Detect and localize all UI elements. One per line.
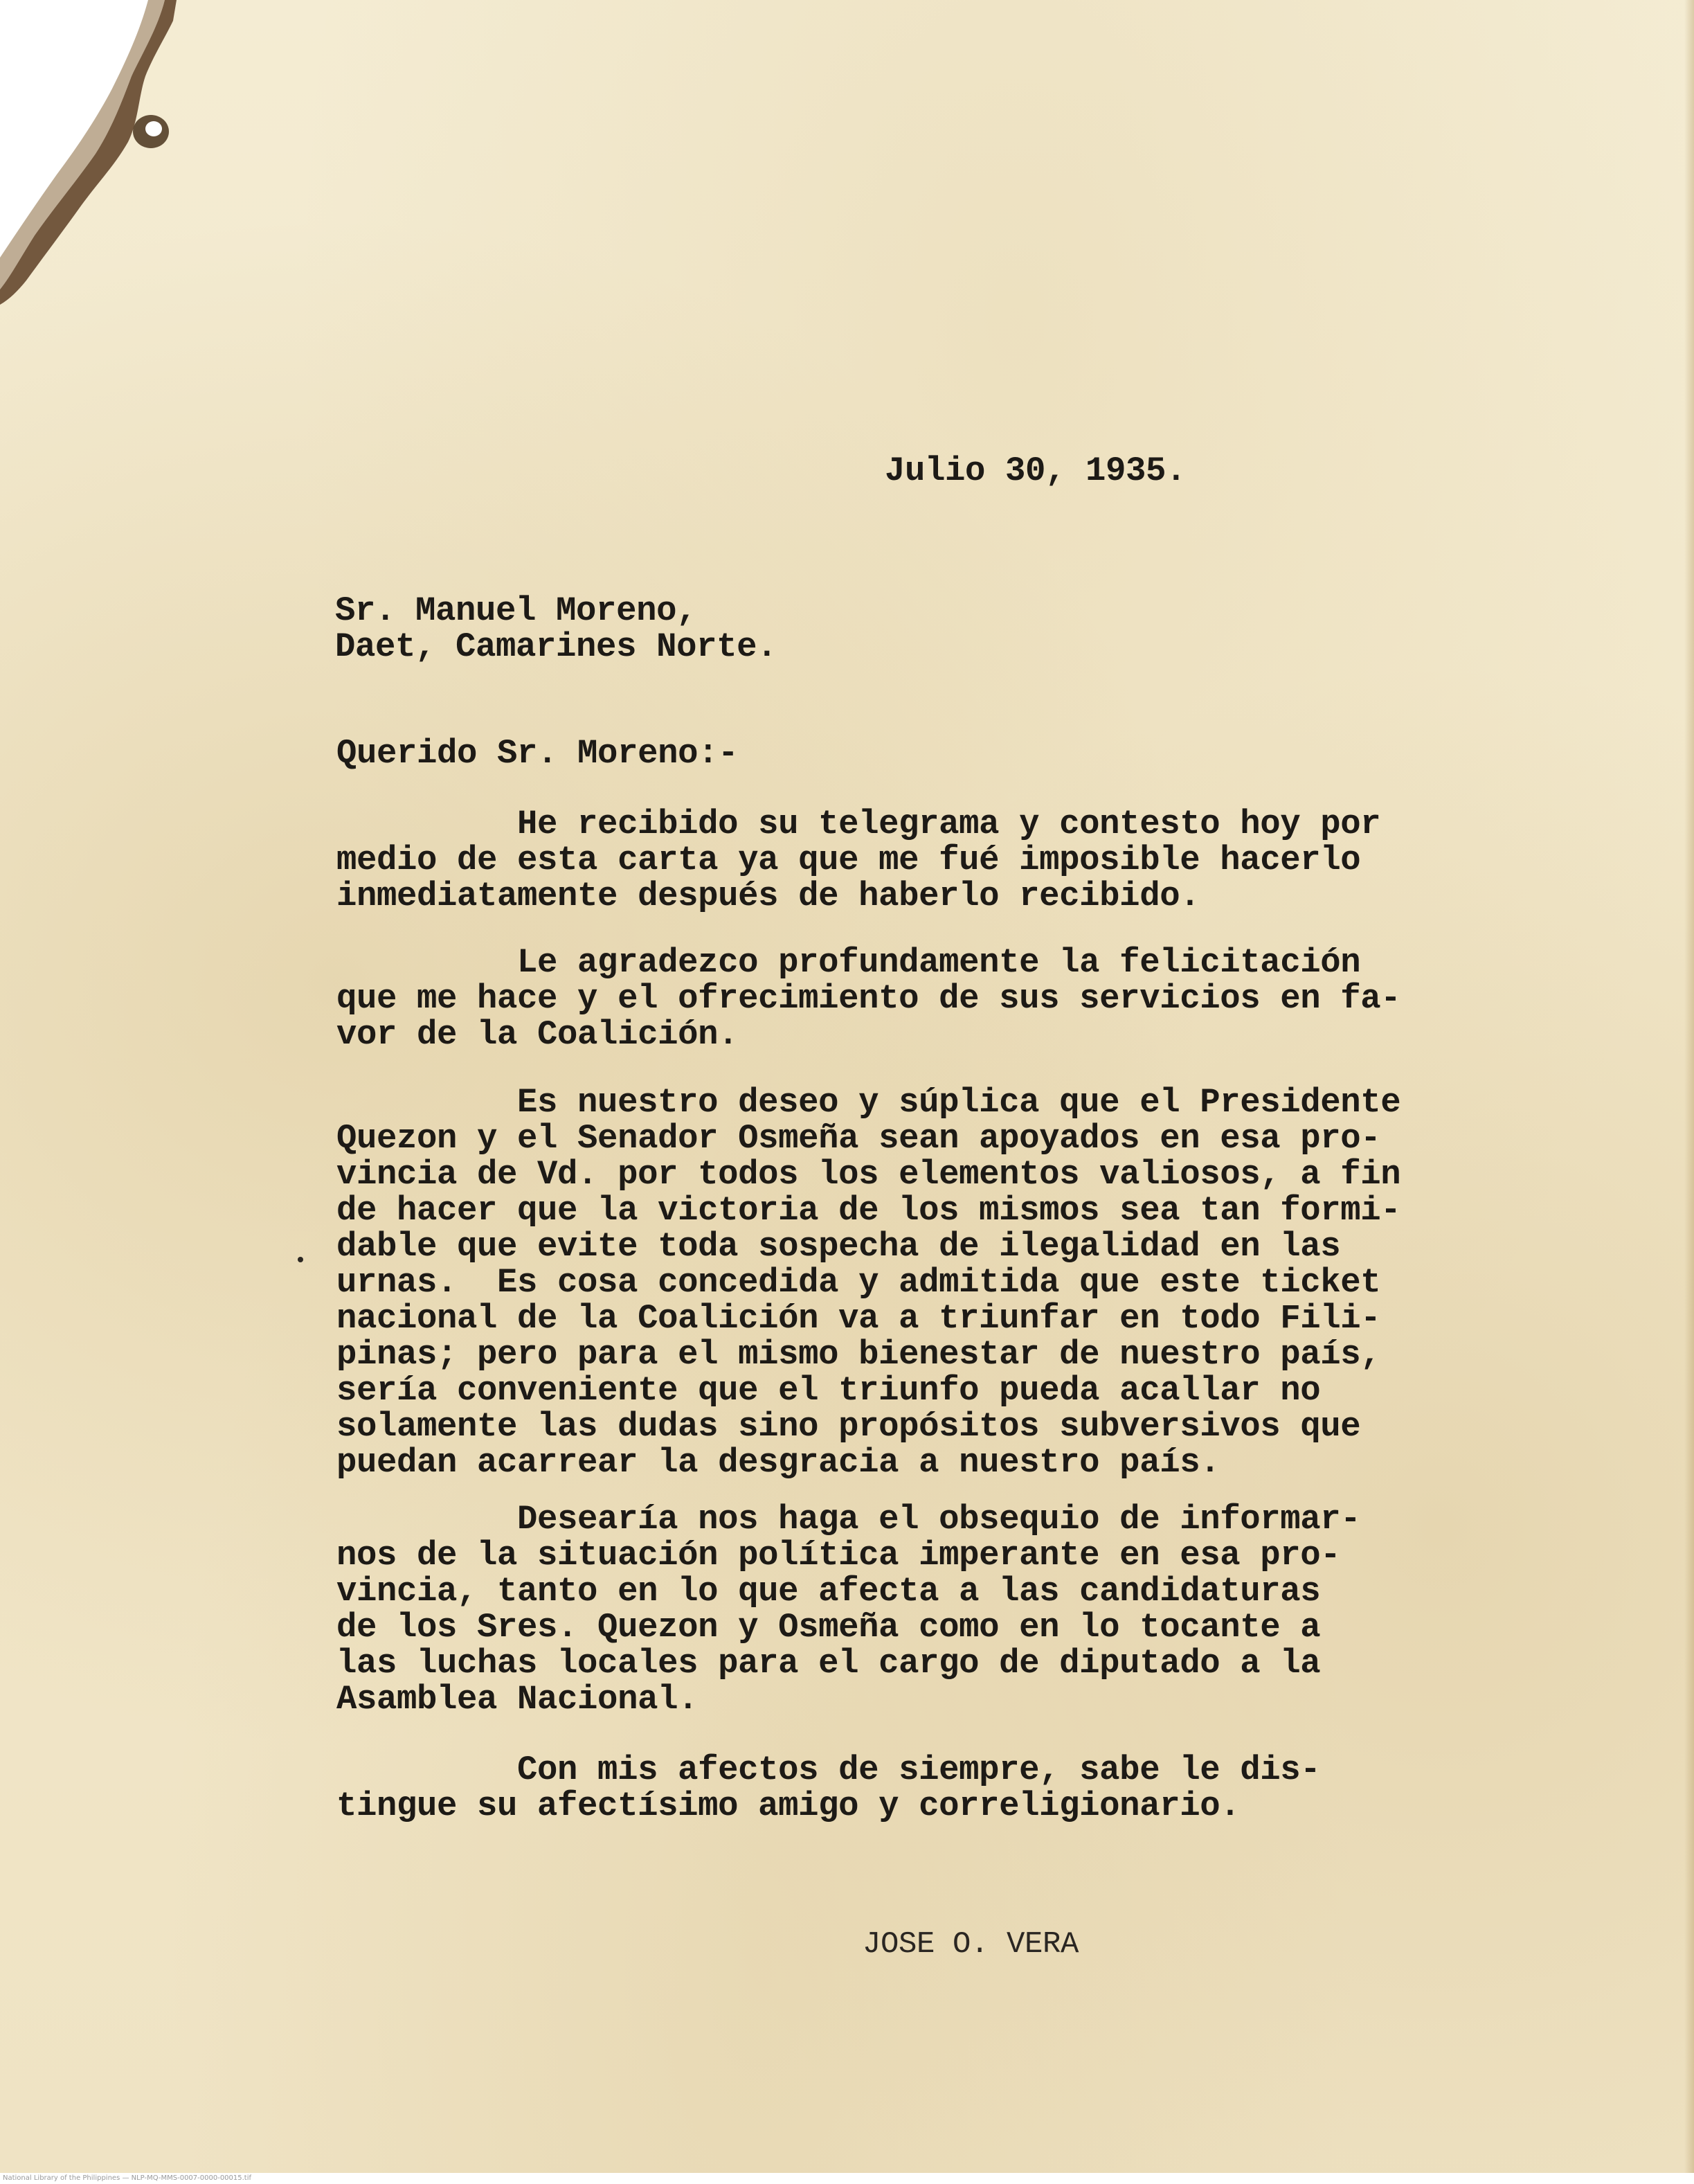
- paragraph-coalition-support: Es nuestro deseo y súplica que el Presidente Quezon y el Senador Osmeña sean apoyados en esa pro- vincia de Vd. por todos los elementos valiosos, a fin de hacer que la victoria de los mismos sea tan formi- dable que evite toda sospecha de ilegalidad en las urnas. Es cosa concedida y admitida que este ticket nacional de la Coalición va a triunfar en todo Fili- pinas; pero para el mismo bienestar de nuestro país, sería conveniente que el triunfo pueda acallar no solamente las dudas sino propósitos subversivos que puedan acarrear la desgracia a nuestro país.: [336, 1083, 1401, 1482]
- paper-right-edge: [1684, 0, 1694, 2184]
- recipient-name: Sr. Manuel Moreno,: [335, 591, 697, 630]
- recipient-location: Daet, Camarines Norte.: [335, 627, 777, 666]
- paragraph-thanks: Le agradezco profundamente la felicitación que me hace y el ofrecimiento de sus servicios en fa- vor de la Coalición.: [336, 943, 1401, 1054]
- letter-date: Julio 30, 1935.: [885, 451, 1187, 490]
- recipient-address: [335, 593, 777, 665]
- paragraph-closing: Con mis afectos de siempre, sabe le dis- tingue su afectísimo amigo y correligionario.: [336, 1751, 1321, 1825]
- paragraph-telegram: He recibido su telegrama y contesto hoy por medio de esta carta ya que me fué imposible hacerlo inmediatamente después de haberlo recibido.: [336, 805, 1381, 915]
- signature-name: JOSE O. VERA: [863, 1927, 1079, 1962]
- burned-corner-damage: [0, 0, 187, 305]
- salutation: Querido Sr. Moreno:-: [336, 734, 739, 773]
- ink-dot: [298, 1257, 303, 1262]
- archive-footer-label: National Library of the Philippines — NLP-MQ-MMS-0007-0000-00015.tif: [3, 2174, 252, 2182]
- scan-footer-strip: [0, 2173, 1694, 2184]
- paragraph-political-situation: Desearía nos haga el obsequio de informar- nos de la situación política imperante en esa pro- vincia, tanto en lo que afecta a las candidaturas de los Sres. Quezon y Osmeña como en lo tocante a las luchas locales para el cargo de diputado a la Asamblea Nacional.: [336, 1500, 1361, 1719]
